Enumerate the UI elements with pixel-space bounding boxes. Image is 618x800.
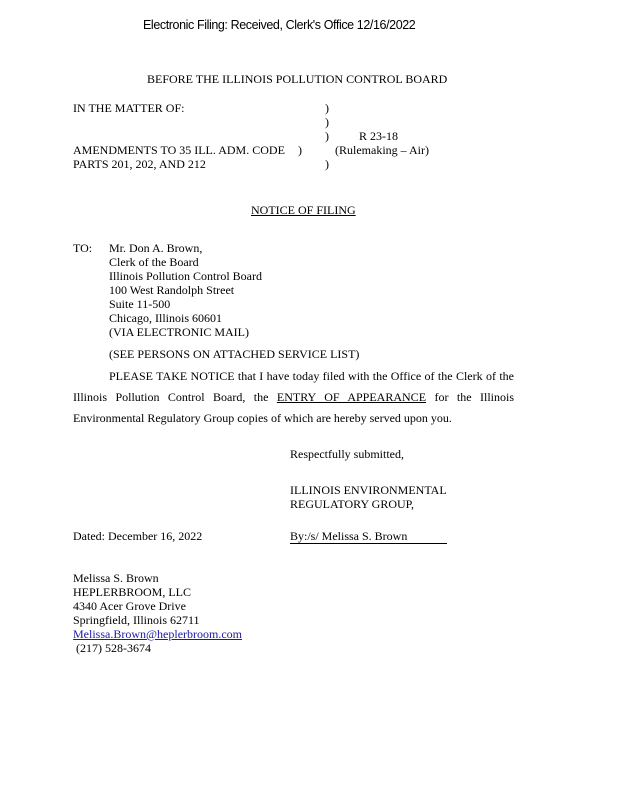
matter-label: IN THE MATTER OF:: [73, 101, 185, 115]
caption-paren: ): [325, 157, 329, 171]
caption-paren: ): [325, 101, 329, 115]
caption-paren: ): [325, 129, 329, 143]
addressee-line: (VIA ELECTRONIC MAIL): [109, 325, 249, 339]
notice-text-before: PLEASE TAKE NOTICE that I have today filed with the Office of the Clerk of the Illinois Pollution Control Board, the: [73, 369, 514, 404]
filing-stamp: Electronic Filing: Received, Clerk's Office 12/16/2022: [143, 18, 416, 32]
notice-title: NOTICE OF FILING: [251, 203, 356, 217]
parts-line: PARTS 201, 202, AND 212: [73, 157, 206, 171]
signature-line: [290, 529, 447, 544]
service-list-note: (SEE PERSONS ON ATTACHED SERVICE LIST): [109, 347, 360, 361]
amendments-line: AMENDMENTS TO 35 ILL. ADM. CODE: [73, 143, 285, 157]
board-heading: BEFORE THE ILLINOIS POLLUTION CONTROL BOARD: [147, 72, 448, 86]
notice-paragraph: [73, 366, 514, 429]
to-label: TO:: [73, 241, 93, 255]
caption-paren: ): [298, 143, 302, 157]
respectfully-submitted: Respectfully submitted,: [290, 447, 404, 461]
phone-number: (217) 528-3674: [73, 641, 151, 655]
firm-name: HEPLERBROOM, LLC: [73, 585, 192, 599]
addressee-line: Illinois Pollution Control Board: [109, 269, 263, 283]
street-address: 4340 Acer Grove Drive: [73, 599, 186, 613]
city-address: Springfield, Illinois 62711: [73, 613, 200, 627]
org-name-line2: REGULATORY GROUP,: [290, 497, 415, 511]
addressee-line: Chicago, Illinois 60601: [109, 311, 222, 325]
org-name-line1: ILLINOIS ENVIRONMENTAL: [290, 483, 447, 497]
notice-text-after: for the Illinois Environmental Regulatory Group copies of which are hereby served upon you.: [73, 390, 515, 425]
email-link[interactable]: Melissa.Brown@heplerbroom.com: [73, 627, 243, 641]
case-number: R 23-18: [359, 129, 398, 143]
addressee-line: 100 West Randolph Street: [109, 283, 235, 297]
entry-of-appearance-link[interactable]: ENTRY OF APPEARANCE: [276, 390, 427, 404]
addressee-line: Suite 11-500: [109, 297, 171, 311]
attorney-name: Melissa S. Brown: [73, 571, 159, 585]
addressee-line: Clerk of the Board: [109, 255, 199, 269]
case-type: (Rulemaking – Air): [335, 143, 429, 157]
signature-by: By:/s/ Melissa S. Brown: [290, 529, 447, 544]
caption-paren: ): [325, 115, 329, 129]
dated-line: Dated: December 16, 2022: [73, 529, 203, 543]
addressee-line: Mr. Don A. Brown,: [109, 241, 203, 255]
